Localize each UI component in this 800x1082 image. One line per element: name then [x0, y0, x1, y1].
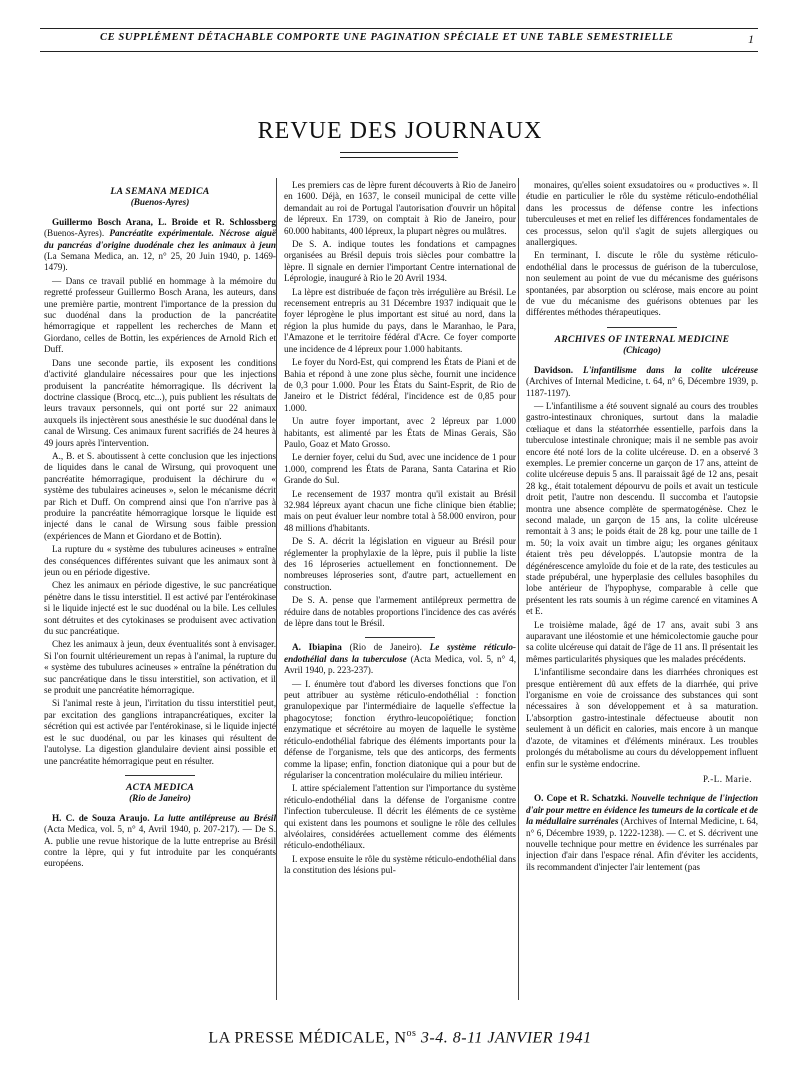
- section-separator: [365, 637, 435, 638]
- journal-city: (Buenos-Ayres): [130, 197, 190, 208]
- article-paragraph: Chez les animaux à jeun, deux éventualités sont à envisager. Si l'on fournit ultérieurement un repas à l'animal, la rupture du « système des tubulures acineuses » entraîne la pénétration du suc pancréatique dans le tissu interstitiel, son activation, et il se produit une pancréatite hémorragique.: [44, 639, 276, 696]
- article-title: Le système réticulo-endothélial dans la tuberculose: [284, 642, 516, 664]
- article-paragraph: monaires, qu'elles soient exsudatoires ou « productives ». Il étudie en particulier le rôle du système réticulo-endothélial dans les processus de défense contre les infections tuberculeuses et met en relief les différences fondamentales de ces processus, selon qu'il s'agit de sujets allergiques ou anallergiques.: [526, 180, 758, 248]
- article-reference: (Archives of Internal Medicine, t. 64, n° 6, Décembre 1939, p. 1222-1238).: [526, 816, 758, 838]
- article-paragraph: A., B. et S. aboutissent à cette conclusion que les injections de liquides dans le canal de Wirsung, qui provoquent une pancréatite hémorragique, produisent la déchirure du « système des tubulaires acineuses », selon le mécanisme décrit par Rich et Duff. On comprend ainsi que l'on n'arrive pas à produire la pancréatite hémorragique lorsque le liquide est injecté dans le canal de Wirsung sous faible pression (expériences de Mann et Giordano et de Bottin).: [44, 450, 276, 541]
- column-1: [44, 180, 276, 980]
- article-paragraph: Le troisième malade, âgé de 17 ans, avait subi 3 ans auparavant une iléostomie et une hémicolectomie gauche pour sa colite ulcéreuse qui datait de l'âge de 11 ans. Il présentait les mêmes particularités physiques que les malades précédents.: [526, 619, 758, 664]
- article-title: Pancréatite expérimentale. Nécrose aiguë du pancréas d'origine duodénale chez les animaux à jeun: [44, 228, 276, 250]
- article-header: [526, 365, 758, 399]
- column-2: [284, 180, 516, 1002]
- journal-heading: LA SEMANA MEDICA: [110, 186, 210, 197]
- section-separator: [607, 327, 677, 328]
- author-signature: P.-L. Marie.: [703, 773, 752, 784]
- article-header: [44, 217, 276, 274]
- article-text: — C. et S. décrivent une nouvelle technique pour mettre en évidence les surrénales par injection d'air dans l'espace rénal. Afin d'éviter les accidents, ils recommandent d'injecter l'air lentement (pas: [526, 827, 758, 872]
- article-paragraph: — L'infantilisme a été souvent signalé au cours des troubles gastro-intestinaux chroniques, surtout dans la maladie cœliaque et dans la stéatorrhée essentielle, parfois dans la tuberculose intestinale chronique; mais il ne semble pas avoir encore été noté lors de la colite ulcéreuse. D. en a observé 3 exemples. Le premier concerne un garçon de 17 ans, atteint de colite ulcéreuse depuis 5 ans. Il paraissait âgé de 12 ans, pesait 28 kg., était totalement dépourvu de poils et avait un testicule droit petit, l'autre non descendu. Il succomba et l'autopsie montra une absence complète de spermatogénèse. Chez le second malade, un garçon de 15 ans, la colite ulcéreuse remontait à 3 ans; le poids était de 28 kg. pour une taille de 1 m. 50; la voix avait un timbre aigu; les organes génitaux étaient très peu développés. L'autopsie montra de la dégénérescence amyloïde du foie et de la rate, des testicules au stade prépubéral, une hyperplasie des cellules basophiles du lobe antérieur de l'hypophyse, comparable à celle que présentent les rats soumis à un régime carencé en vitamines A et E.: [526, 400, 758, 617]
- article-reference: (Acta Medica, vol. 5, n° 4, Avril 1940, p. 207-217).: [44, 824, 240, 835]
- article-authors: A. Ibiapina: [292, 642, 342, 653]
- title-double-rule: [340, 152, 458, 158]
- article-paragraph: Le dernier foyer, celui du Sud, avec une incidence de 1 pour 1.000, comprend les États de Parana, Santa Catarina et Rio Grande do Sul.: [284, 452, 516, 486]
- column-3: [526, 180, 758, 1002]
- article-paragraph: La rupture du « système des tubulures acineuses » entraîne des conséquences différentes suivant que les animaux sont à jeun ou en période digestive.: [44, 544, 276, 577]
- journal-city: (Chicago): [623, 345, 661, 356]
- article-paragraph: Le recensement de 1937 montra qu'il existait au Brésil 32.984 lépreux ayant chacun une fiche clinique bien établie; mais on peut évaluer leur nombre total à 58.000 environ, pour 48 millions d'habitants.: [284, 488, 516, 533]
- article-paragraph: De S. A. décrit la législation en vigueur au Brésil pour réglementer la prophylaxie de la lèpre, puis il publie la liste des 16 léproseries actuellement en fonctionnement. De nombreuses léproseries sont, d'autre part, actuellement en construction.: [284, 536, 516, 592]
- page-number: 1: [748, 32, 754, 46]
- article-place: (Buenos-Ayres).: [44, 228, 105, 239]
- journal-heading: ARCHIVES OF INTERNAL MEDICINE: [554, 333, 730, 345]
- footer-nos: os: [406, 1028, 417, 1039]
- article-reference: (Archives of Internal Medicine, t. 64, n° 6, Décembre 1939, p. 1187-1197).: [526, 376, 758, 398]
- article-paragraph: Les premiers cas de lèpre furent découverts à Rio de Janeiro en 1600. Déjà, en 1637, le conseil municipal de cette ville demandait au roi de Portugal l'autorisation d'ouvrir un hôpital de lépreux. En 1739, on comptait à Rio de Janeiro, pour 60.000 habitants, 400 lépreux, la plupart nègres ou mulâtres.: [284, 180, 516, 236]
- page-footer: [0, 1028, 800, 1047]
- article-paragraph: En terminant, I. discute le rôle du système réticulo-endothélial dans le processus de guérison de la tuberculose, non seulement au point de vue du mécanisme des guérisons spontanées, par absorption ou sclérose, mais encore au point de vue du mécanisme des guérisons obtenues par les différentes méthodes thérapeutiques.: [526, 250, 758, 318]
- article-paragraph: L'infantilisme secondaire dans les diarrhées chroniques est presque entièrement dû aux effets de la diarrhée, qui prive l'organisme en voie de croissance des substances qui sont nécessaires à son développement et à sa maturation. L'absorption gastro-intestinale défectueuse aboutit non seulement à un déficit en calories, mais encore à un manque d'azote, de vitamines et d'éléments minéraux. Les troubles prolongés du métabolisme au cours du développement influent enfin sur le système endocrine.: [526, 667, 758, 769]
- article-place: (Rio de Janeiro).: [349, 642, 422, 653]
- column-divider: [518, 178, 519, 1000]
- journal-heading: ACTA MEDICA: [125, 781, 195, 793]
- article-paragraph: — I. énumère tout d'abord les diverses fonctions que l'on peut attribuer au système réticulo-endothélial : fonction granulopexique par l'intermédiaire de laquelle s'effectue la phagocytose; fonction érythro-leucopoïétique; fonction enzymatique et sécrétoire au moyen de laquelle le système réticulo-endothélial fabrique des éléments importants pour la défense de l'organisme, tels que des anticorps, des ferments comme la lipase; enfin, fonction diatonique qui a pour but de régulariser la concentration moléculaire du milieu intérieur.: [284, 678, 516, 780]
- article-authors: O. Cope et R. Schatzki.: [534, 793, 629, 804]
- article-title: Nouvelle technique de l'injection d'air pour mettre en évidence les tumeurs de la corticale et de la médullaire surrénales: [526, 793, 758, 827]
- article-title: L'infantilisme dans la colite ulcéreuse: [583, 364, 758, 375]
- footer-journal: LA PRESSE MÉDICALE, N: [208, 1029, 407, 1047]
- article-paragraph: Si l'animal reste à jeun, l'irritation du tissu interstitiel peut, par excitation des ganglions intrapancréatiques, exciter la sécrétion qui est activée par l'entérokinase, si le liquide injecté est le suc duodénal, ou par les kinases qui résultent de l'autolyse. La digestion glandulaire devient ainsi possible et une pancréatite hémorragique peut en résulter.: [44, 698, 276, 766]
- article-header: [44, 813, 276, 870]
- top-notice-bar: [40, 28, 758, 52]
- article-header: [526, 793, 758, 873]
- article-paragraph: De S. A. indique toutes les fondations et campagnes organisées au Brésil depuis trois siècles pour combattre la lèpre. Il signale en dernier l'important Centre international de Léprologie, inauguré à Rio le 20 Avril 1934.: [284, 239, 516, 284]
- column-divider: [276, 178, 277, 1000]
- article-authors: Guillermo Bosch Arana, L. Broide et R. Schlossberg: [52, 216, 276, 227]
- article-authors: Davidson.: [534, 364, 574, 375]
- article-reference: (La Semana Medica, an. 12, n° 25, 20 Juin 1940, p. 1469-1479).: [44, 251, 276, 273]
- supplement-notice: CE SUPPLÉMENT DÉTACHABLE COMPORTE UNE PAGINATION SPÉCIALE ET UNE TABLE SEMESTRIELLE: [100, 32, 674, 43]
- article-paragraph: Dans une seconde partie, ils exposent les conditions d'activité glandulaire nécessaires pour que les injections produisent la pancréatite hémorragique. Ils décrivent la doctrine classique (Brocq, etc...), puis publient les résultats de leurs travaux personnels, qui ont porté sur 22 animaux auxquels ils injectèrent sous anesthésie le suc duodénal dans le canal de Wirsung. Ces animaux furent sacrifiés de 24 heures à 49 jours après l'intervention.: [44, 357, 276, 448]
- article-header: [284, 642, 516, 676]
- footer-issue: 3-4. 8-11 JANVIER 1941: [420, 1029, 592, 1047]
- article-text: — De S. A. publie une revue historique de la lutte entreprise au Brésil contre la lèpre, qui y fut introduite par les conquérants européens.: [44, 824, 276, 869]
- article-paragraph: Un autre foyer important, avec 2 lépreux par 1.000 habitants, est alimenté par les États de Minas Gerais, São Paulo, Goaz et Mato Grosso.: [284, 416, 516, 449]
- section-separator: [125, 775, 195, 776]
- article-paragraph: I. expose ensuite le rôle du système réticulo-endothélial dans la constitution des lésions pul-: [284, 853, 516, 876]
- article-reference: (Acta Medica, vol. 5, n° 4, Avril 1940, p. 223-237).: [284, 653, 516, 676]
- article-authors: H. C. de Souza Araujo.: [52, 812, 150, 823]
- journal-city: (Rio de Janeiro): [129, 793, 191, 804]
- article-paragraph: Le foyer du Nord-Est, qui comprend les États de Piani et de Bahia et répond à une zone plus sèche, fournit une incidence de 0,3 pour 1.000. Pour les États du Saint-Esprit, de Rio de Janeiro et le District fédéral, l'incidence est de 0,85 pour 1.000.: [284, 357, 516, 413]
- article-title: La lutte antilépreuse au Brésil: [153, 812, 276, 823]
- article-paragraph: — Dans ce travail publié en hommage à la mémoire du regretté professeur Guillermo Bosch Arana, les auteurs, dans une première partie, montrent l'importance de la pression du suc duodénal dans la production de la pancréatite hémorragique et rappellent les recherches de Mann et Giordano, celles de Bottin, les expériences de Arnold Rich et Duff.: [44, 275, 276, 355]
- article-paragraph: Chez les animaux en période digestive, le suc pancréatique pénètre dans le tissu interstitiel. Il est activé par l'entérokinase si le liquide injecté est le suc duodénal ou la bile. Les cellules sont détruites et des cytokinases se produisent avec activation du suc pancréatique.: [44, 580, 276, 637]
- article-paragraph: De S. A. pense que l'armement antilépreux permettra de réduire dans de notables proportions l'incidence des cas avérés de lèpre dans tout le Brésil.: [284, 595, 516, 629]
- article-paragraph: La lèpre est distribuée de façon très irrégulière au Brésil. Le recensement entrepris au 31 Décembre 1937 indiquait que le foyer léprogène le plus important est situé au nord, dans la région la plus humide du pays, dans le Maranhao, le Para, l'Amazone et le territoire fédéral d'Acre. Ce foyer comporte une incidence de 4 lépreux pour 1.000 habitants.: [284, 286, 516, 354]
- article-paragraph: I. attire spécialement l'attention sur l'importance du système réticulo-endothélial dans la défense de l'organisme contre l'infection tuberculeuse. Il décrit les éléments de ce système qui existent dans les poumons et souligne le rôle des cellules alvéolaires, considérées actuellement comme des éléments réticulo-endothéliaux.: [284, 783, 516, 851]
- page-title: REVUE DES JOURNAUX: [257, 118, 543, 144]
